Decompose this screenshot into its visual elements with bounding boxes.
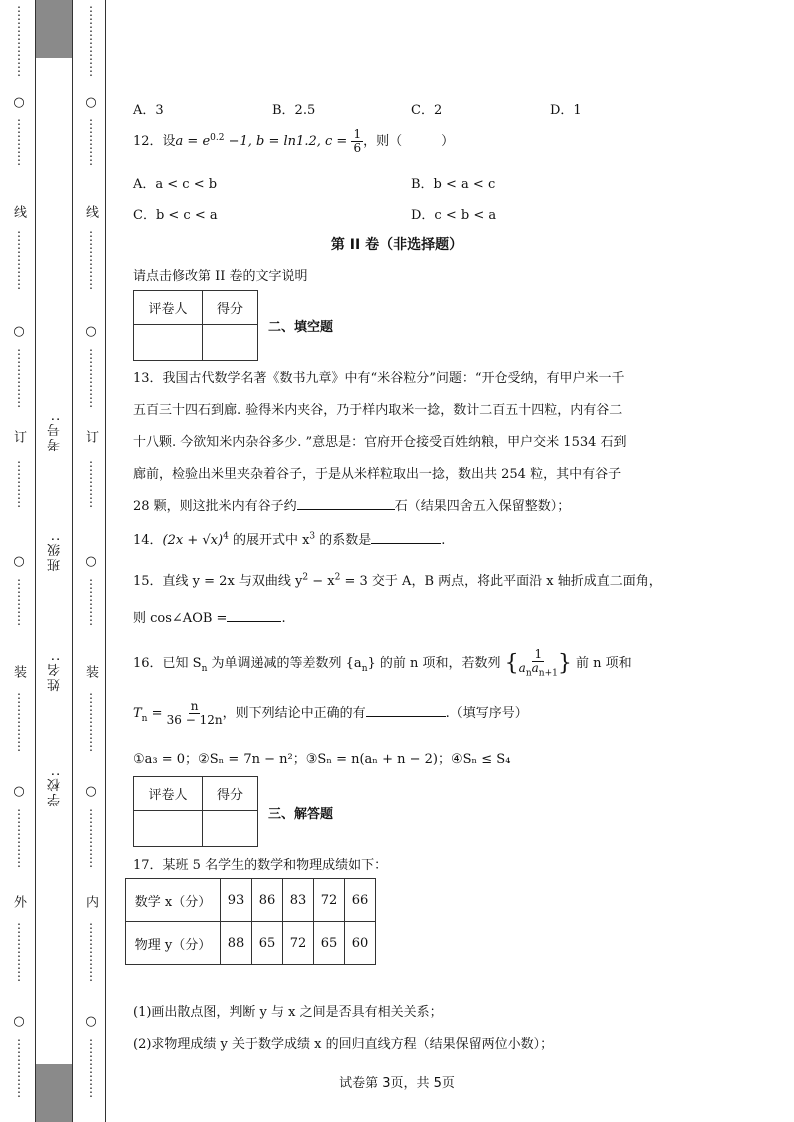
inner-dotted-column: ⋮ ⋮ ⋮ ⋮ ⋮ ⋮ ○ ⋮ ⋮ ⋮ ⋮ 线 ⋮ ⋮ ⋮ ⋮ ⋮ ○ ⋮ ⋮ ⋮ ⋮ ⋮ 订 ⋮ ⋮ ⋮ ⋮ ○ ⋮ ⋮ ⋮ ⋮ 装 ⋮ ⋮ ⋮ ⋮ ⋮ ○ ⋮ ⋮ ⋮ ⋮ ⋮ 内 ⋮ ⋮ ⋮ ⋮ ⋮ ○ ⋮ ⋮ ⋮ ⋮ ⋮ (83, 4, 98, 1099)
inner-nei-mark: 内 (83, 895, 98, 910)
q13-line-1: 13．我国古代数学名著《数书九章》中有“米谷粒分”问题：“开仓受纳，有甲户米一千 (133, 371, 625, 386)
q17-subquestion-1: (1)画出散点图，判断 y 与 x 之间是否具有相关关系； (133, 1005, 443, 1020)
outer-dotted-column: ⋮ ⋮ ⋮ ⋮ ⋮ ⋮ ○ ⋮ ⋮ ⋮ ⋮ 线 ⋮ ⋮ ⋮ ⋮ ⋮ ○ ⋮ ⋮ ⋮ ⋮ ⋮ 订 ⋮ ⋮ ⋮ ⋮ ○ ⋮ ⋮ ⋮ ⋮ 装 ⋮ ⋮ ⋮ ⋮ ⋮ ○ ⋮ ⋮ ⋮ ⋮ ⋮ 外 ⋮ ⋮ ⋮ ⋮ ⋮ ○ ⋮ ⋮ ⋮ ⋮ ⋮ (11, 4, 26, 1099)
inner-binding-line (105, 0, 106, 1122)
page-footer: 试卷第 3页，共 5页 (339, 1076, 455, 1091)
q17-subquestion-2: (2)求物理成绩 y 关于数学成绩 x 的回归直线方程（结果保留两位小数）； (133, 1037, 554, 1052)
table-cell: 60 (345, 922, 376, 965)
q16-line-1: 16．已知 $S_n$ 为单调递减的等差数列 $\{a_n\}$ 的前 n 项和，若数列 { $\frac{1}{a_na_{n+1}}$ } 前 n 项和 (133, 647, 632, 679)
q13-line-5: 28 颗，则这批米内有谷子约 石（结果四舍五入保留整数）； (133, 499, 571, 514)
outer-line-mark: 线 (11, 205, 26, 220)
q16-t-fraction: $\frac{n}{36 - 12n}$ (166, 699, 223, 728)
q12-option-c: C．b < c < a (133, 208, 218, 223)
score-box-reviewer-header: 评卷人 (134, 777, 203, 811)
table-cell: 88 (221, 922, 252, 965)
table-cell: 93 (221, 879, 252, 922)
q17-score-table (125, 878, 376, 965)
field-name: 姓名: (48, 655, 63, 692)
field-school: 学校: (48, 770, 63, 807)
q16-line-2: $T_n$ = $\frac{n}{36 - 12n}$ ，则下列结论中正确的有 .（填写序号） (133, 699, 528, 728)
table-cell: 65 (314, 922, 345, 965)
part2-title: 第 II 卷（非选择题） (330, 237, 464, 253)
q11-option-a: A．3 (133, 103, 164, 118)
outer-zhuang-mark: 装 (11, 665, 26, 680)
table-cell: 66 (345, 879, 376, 922)
q14-stem: 14．$(2x + √x)^4$ 的展开式中 $x^3$ 的系数是 . (133, 531, 446, 548)
q12-option-b: B．b < a < c (411, 177, 496, 192)
field-class: 班级: (48, 535, 63, 572)
row-label-math: 数学 x（分） (126, 879, 221, 922)
outer-circle-mark: ○ (13, 1014, 25, 1029)
score-box-1 (133, 290, 258, 361)
field-exam-number: 考号: (48, 415, 63, 452)
q16-options: ①a₃ = 0；②Sₙ = 7n − n²；③Sₙ = n(aₙ + n − 2)；④Sₙ ≤ S₄ (133, 752, 511, 767)
inner-circle-mark: ○ (85, 324, 97, 339)
inner-ding-mark: 订 (83, 430, 98, 445)
inner-circle-mark: ○ (85, 1014, 97, 1029)
outer-circle-mark: ○ (13, 95, 25, 110)
section2-title: 二、填空题 (268, 320, 334, 335)
score-box-reviewer-cell[interactable] (134, 811, 203, 847)
score-box-score-header: 得分 (203, 291, 258, 325)
table-cell: 72 (314, 879, 345, 922)
table-row (126, 879, 376, 922)
q12-stem: 12．设$a = e^{0.2} -1$, b = ln1.2, c = $\frac{1}{6}$ ，则（ ） (133, 127, 455, 156)
score-box-score-header: 得分 (203, 777, 258, 811)
score-box-reviewer-cell[interactable] (134, 325, 203, 361)
q12-fraction: $\frac{1}{6}$ (353, 127, 362, 156)
q13-line-2: 五百三十四石到廊. 验得米内夹谷，乃于样内取米一捻，数计二百五十四粒，内有谷二 (133, 403, 623, 418)
q12-option-a: A．a < c < b (133, 177, 218, 192)
q15-answer-blank[interactable] (227, 609, 281, 622)
table-cell: 65 (252, 922, 283, 965)
score-box-reviewer-header: 评卷人 (134, 291, 203, 325)
inner-circle-mark: ○ (85, 784, 97, 799)
outer-circle-mark: ○ (13, 554, 25, 569)
q15-line-2: 则 cos∠AOB = . (133, 611, 286, 626)
outer-gray-block-top (36, 0, 72, 58)
table-cell: 86 (252, 879, 283, 922)
outer-circle-mark: ○ (13, 784, 25, 799)
table-cell: 72 (283, 922, 314, 965)
inner-line-mark: 线 (83, 205, 98, 220)
score-box-score-cell[interactable] (203, 325, 258, 361)
table-row (126, 922, 376, 965)
q13-line-4: 廊前，检验出米里夹杂着谷子，于是从米样粒取出一捻，数出共 254 粒，其中有谷子 (133, 467, 622, 482)
outer-wai-mark: 外 (11, 895, 26, 910)
q13-answer-blank[interactable] (297, 497, 395, 510)
q13-line-3: 十八颗. 今欲知米内杂谷多少. ”意思是：官府开仓接受百姓纳粮，甲户交米 1534 石到 (133, 435, 627, 450)
q11-option-b: B．2.5 (272, 103, 316, 118)
q11-option-d: D．1 (550, 103, 582, 118)
q14-answer-blank[interactable] (371, 531, 441, 544)
section3-title: 三、解答题 (268, 807, 334, 822)
inner-circle-mark: ○ (85, 554, 97, 569)
q16-answer-blank[interactable] (366, 704, 446, 717)
inner-zhuang-mark: 装 (83, 665, 98, 680)
inner-circle-mark: ○ (85, 95, 97, 110)
table-cell: 83 (283, 879, 314, 922)
q16-fraction: $\frac{1}{a_na_{n+1}}$ (518, 647, 558, 679)
q12-option-d: D．c < b < a (411, 208, 497, 223)
part2-note: 请点击修改第 II 卷的文字说明 (133, 269, 308, 284)
q15-line-1: 15．直线 y = 2x 与双曲线 $y^2 - x^2 = 3$ 交于 A，B 两点，将此平面沿 x 轴折成直二面角， (133, 572, 662, 589)
score-box-score-cell[interactable] (203, 811, 258, 847)
score-box-2 (133, 776, 258, 847)
q11-option-c: C．2 (411, 103, 443, 118)
outer-ding-mark: 订 (11, 430, 26, 445)
row-label-physics: 物理 y（分） (126, 922, 221, 965)
q17-stem: 17．某班 5 名学生的数学和物理成绩如下： (133, 858, 388, 873)
outer-circle-mark: ○ (13, 324, 25, 339)
